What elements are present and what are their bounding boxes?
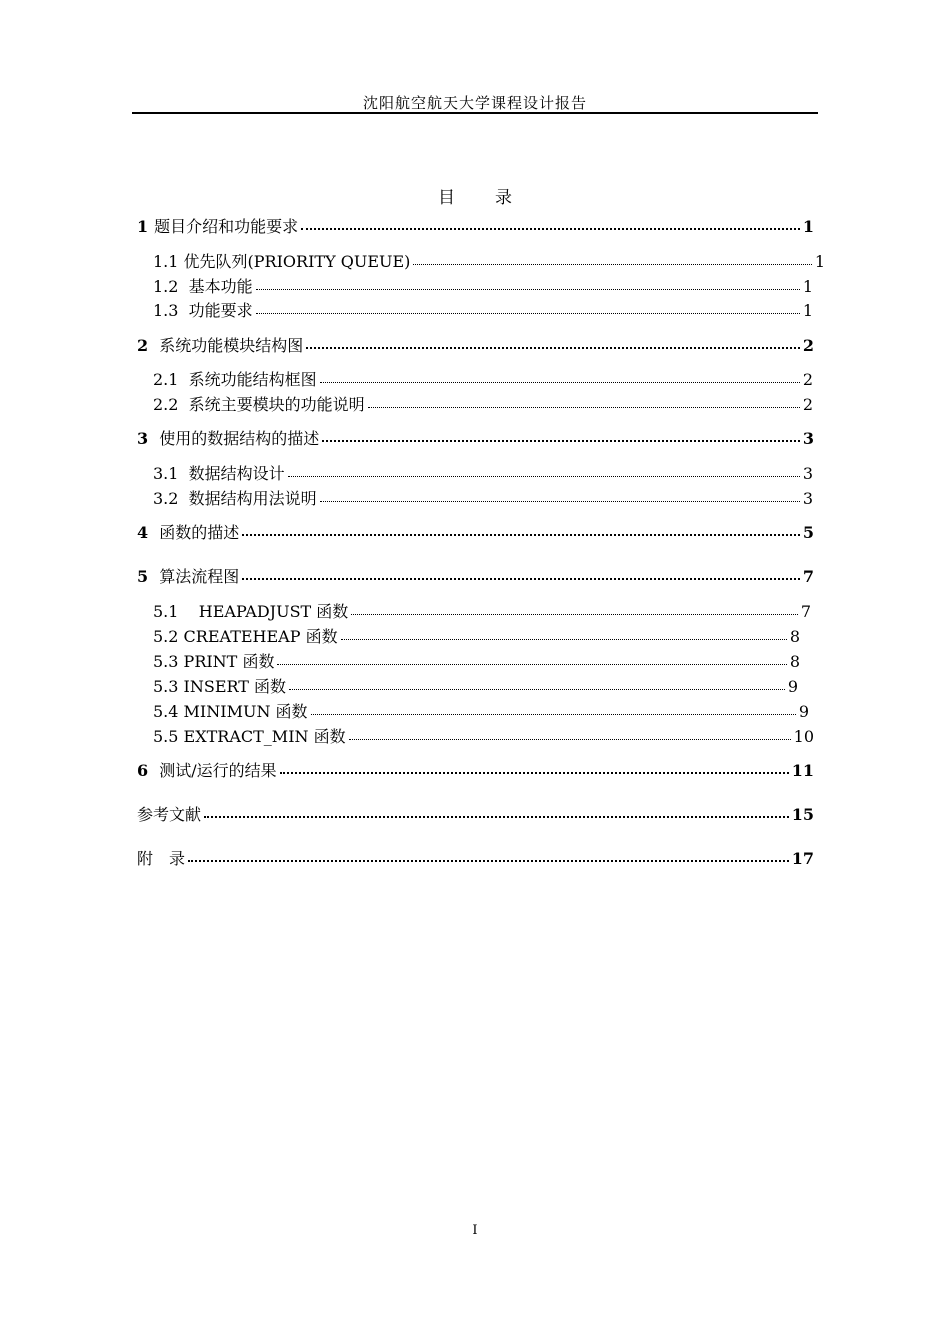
toc-entry-5-2[interactable] [153, 627, 800, 647]
toc-entry-page: 1 [802, 217, 814, 236]
toc-entry-number: 5.5 [153, 727, 179, 746]
toc-entry-page: 2 [802, 336, 814, 355]
toc-title-left: 目 [438, 188, 455, 208]
toc-entry-text: 附 录 [137, 849, 186, 868]
toc-entry-1[interactable] [137, 217, 814, 237]
toc-entry-5-3-print[interactable] [153, 652, 800, 672]
toc-entry-number: 1.3 [153, 301, 179, 320]
dot-leader [242, 568, 800, 582]
toc-entry-page: 2 [802, 395, 813, 414]
toc-entry-text: INSERT 函数 [183, 677, 287, 696]
dot-leader [320, 490, 800, 504]
toc-entry-5[interactable] [137, 567, 814, 587]
toc-entry-page: 1 [802, 301, 813, 320]
toc-entry-number: 2.2 [153, 395, 179, 414]
toc-entry-text: HEAPADJUST 函数 [198, 602, 349, 621]
toc-entry-number: 5.1 [153, 602, 179, 621]
toc-entry-page: 15 [791, 805, 814, 824]
toc-entry-text: 函数的描述 [159, 523, 240, 542]
toc-entry-page: 3 [802, 489, 813, 508]
toc-entry-2-1[interactable] [153, 370, 813, 390]
toc-entry-text: CREATEHEAP 函数 [183, 627, 338, 646]
toc-entry-text: 基本功能 [188, 277, 253, 296]
toc-entry-page: 17 [791, 849, 814, 868]
dot-leader [301, 218, 800, 232]
toc-entry-2-2[interactable] [153, 395, 813, 415]
toc-entry-number: 4 [137, 523, 149, 542]
dot-leader [204, 806, 789, 820]
toc-entry-number: 5 [137, 567, 149, 586]
toc-entry-5-1[interactable] [153, 602, 811, 622]
toc-entry-text: EXTRACT_MIN 函数 [183, 727, 346, 746]
toc-entry-text: 系统功能模块结构图 [159, 336, 304, 355]
toc-entry-5-3-insert[interactable] [153, 677, 798, 697]
dot-leader [256, 278, 800, 292]
dot-leader [322, 430, 800, 444]
dot-leader [413, 253, 811, 267]
toc-entry-number: 1.1 [153, 252, 179, 271]
toc-entry-page: 5 [802, 523, 814, 542]
toc-entry-page: 1 [814, 252, 825, 271]
toc-entry-text: 算法流程图 [159, 567, 240, 586]
dot-leader [311, 703, 796, 717]
toc-entry-number: 3.1 [153, 464, 179, 483]
toc-entry-number: 5.3 [153, 677, 179, 696]
toc-entry-text: 测试/运行的结果 [159, 761, 277, 780]
toc-entry-page: 3 [802, 464, 813, 483]
toc-entry-number: 5.2 [153, 627, 179, 646]
toc-entry-text: 功能要求 [188, 301, 253, 320]
toc-entry-number: 1 [137, 217, 149, 236]
toc-entry-number: 3 [137, 429, 149, 448]
toc-entry-text: 数据结构用法说明 [188, 489, 317, 508]
toc-entry-page: 8 [789, 627, 800, 646]
toc-entry-references[interactable] [137, 805, 814, 825]
dot-leader [256, 302, 800, 316]
dot-leader [306, 337, 800, 351]
toc-entry-5-5[interactable] [153, 727, 814, 747]
dot-leader [320, 371, 800, 385]
toc-entry-3-2[interactable] [153, 489, 813, 509]
dot-leader [280, 762, 789, 776]
toc-entry-2[interactable] [137, 336, 814, 356]
toc-entry-number: 5.4 [153, 702, 179, 721]
toc-entry-number: 5.3 [153, 652, 179, 671]
running-header: 沈阳航空航天大学课程设计报告 [362, 94, 587, 112]
dot-leader [341, 628, 787, 642]
dot-leader [288, 465, 800, 479]
toc-entry-appendix[interactable] [137, 849, 814, 869]
dot-leader [349, 728, 791, 742]
toc-entry-text: PRINT 函数 [183, 652, 275, 671]
toc-entry-text: 系统主要模块的功能说明 [188, 395, 365, 414]
dot-leader [351, 603, 798, 617]
toc-entry-1-3[interactable] [153, 301, 813, 321]
toc-entry-page: 11 [791, 761, 814, 780]
dot-leader [242, 524, 800, 538]
toc-entry-number: 6 [137, 761, 149, 780]
toc-entry-number: 2 [137, 336, 149, 355]
toc-entry-page: 9 [798, 702, 809, 721]
toc-entry-page: 2 [802, 370, 813, 389]
toc-entry-6[interactable] [137, 761, 814, 781]
toc-entry-5-4[interactable] [153, 702, 809, 722]
header-rule [132, 112, 818, 114]
dot-leader [188, 850, 789, 864]
toc-entry-number: 1.2 [153, 277, 179, 296]
toc-entry-1-2[interactable] [153, 277, 813, 297]
dot-leader [277, 653, 786, 667]
toc-entry-page: 9 [787, 677, 798, 696]
toc-entry-text: 使用的数据结构的描述 [159, 429, 320, 448]
toc-title [0, 183, 950, 208]
dot-leader [368, 396, 800, 410]
toc-entry-text: 题目介绍和功能要求 [154, 217, 299, 236]
dot-leader [289, 678, 785, 692]
toc-entry-number: 2.1 [153, 370, 179, 389]
toc-entry-page: 3 [802, 429, 814, 448]
toc-entry-text: 数据结构设计 [188, 464, 285, 483]
toc-entry-page: 1 [802, 277, 813, 296]
toc-title-right: 录 [495, 188, 512, 208]
toc-entry-page: 10 [793, 727, 814, 746]
toc-entry-1-1[interactable] [153, 252, 825, 272]
page-number: I [472, 1223, 478, 1238]
toc-entry-text: 优先队列(PRIORITY QUEUE) [183, 252, 411, 271]
toc-entry-page: 7 [800, 602, 811, 621]
toc-entry-page: 7 [802, 567, 814, 586]
toc-entry-number: 3.2 [153, 489, 179, 508]
toc-entry-text: 系统功能结构框图 [188, 370, 317, 389]
toc-entry-3[interactable] [137, 429, 814, 449]
toc-entry-text: 参考文献 [137, 805, 202, 824]
toc-entry-4[interactable] [137, 523, 814, 543]
toc-entry-3-1[interactable] [153, 464, 813, 484]
toc-entry-text: MINIMUN 函数 [183, 702, 308, 721]
toc-entry-page: 8 [789, 652, 800, 671]
